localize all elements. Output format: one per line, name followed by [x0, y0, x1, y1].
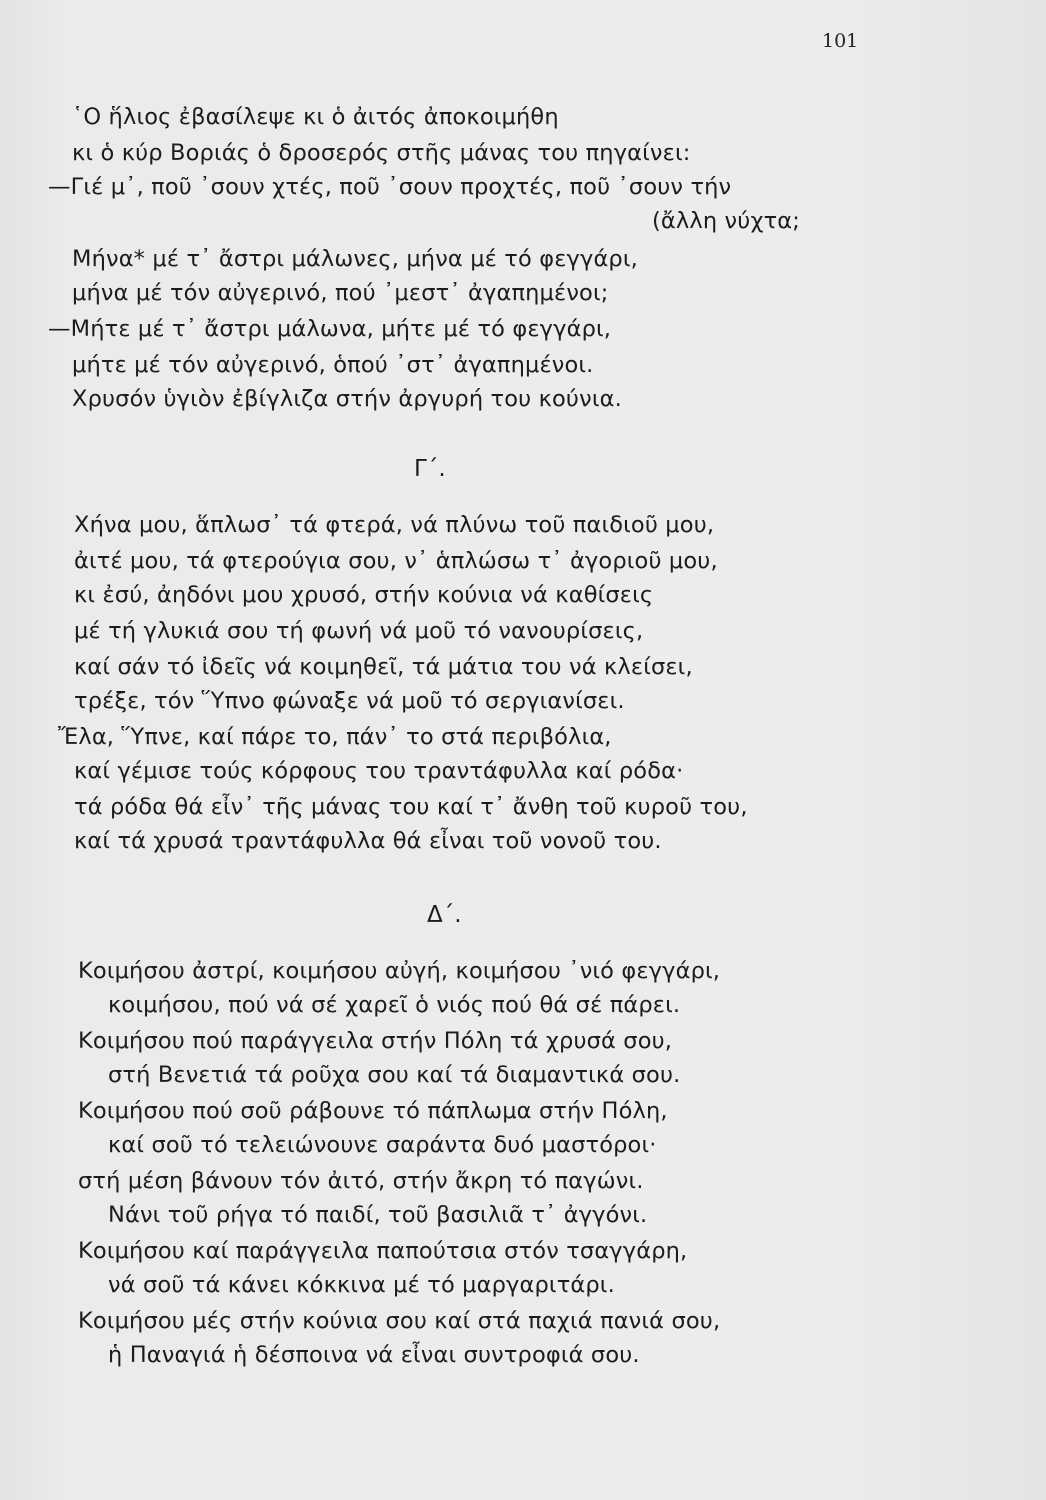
poem-line: ἡ Παναγιά ἡ δέσποινα νά εἶναι συντροφιά σου.	[108, 1342, 640, 1368]
poem-line: Κοιμήσου ἀστρί, κοιμήσου αὐγή, κοιμήσου ᾿νιό φεγγάρι,	[78, 958, 721, 984]
poem-line: ἀιτέ μου, τά φτερούγια σου, ν᾿ ἁπλώσω τ᾿ ἀγοριοῦ μου,	[74, 548, 718, 574]
poem-line: Κοιμήσου πού παράγγειλα στήν Πόλη τά χρυσά σου,	[78, 1028, 673, 1054]
poem-line: Ἔλα, Ὕπνε, καί πάρε το, πάν᾿ το στά περιβόλια,	[58, 724, 612, 750]
poem-line: κι ὁ κύρ Βοριάς ὁ δροσερός στῆς μάνας του πηγαίνει:	[72, 140, 691, 166]
poem-line: καί γέμισε τούς κόρφους του τραντάφυλλα καί ρόδα·	[74, 758, 684, 784]
section-heading: Δ΄.	[427, 902, 462, 928]
poem-line: —Γιέ μ᾿, ποῦ ᾿σουν χτές, ποῦ ᾿σουν προχτές, ποῦ ᾿σουν τήν	[48, 174, 732, 200]
poem-line: μήτε μέ τόν αὐγερινό, ὁπού ᾿στ᾿ ἀγαπημένοι.	[72, 352, 594, 378]
poem-line: Μήνα* μέ τ᾿ ἄστρι μάλωνες, μήνα μέ τό φεγγάρι,	[72, 246, 638, 272]
poem-line: καί τά χρυσά τραντάφυλλα θά εἶναι τοῦ νονοῦ του.	[74, 828, 662, 854]
poem-line: Χρυσόν ὑγιὸν ἐβίγλιζα στήν ἀργυρή του κούνια.	[72, 386, 622, 412]
poem-line: Κοιμήσου πού σοῦ ράβουνε τό πάπλωμα στήν Πόλη,	[78, 1098, 668, 1124]
poem-line: τρέξε, τόν Ὕπνο φώναξε νά μοῦ τό σεργιανίσει.	[74, 688, 625, 714]
poem-line: —Μήτε μέ τ᾿ ἄστρι μάλωνα, μήτε μέ τό φεγγάρι,	[48, 316, 612, 342]
poem-line: Κοιμήσου μές στήν κούνια σου καί στά παχιά πανιά σου,	[78, 1308, 721, 1334]
section-heading: Γ΄.	[414, 456, 446, 482]
poem-line: Χήνα μου, ἅπλωσ᾿ τά φτερά, νά πλύνω τοῦ παιδιοῦ μου,	[74, 512, 715, 538]
poem-line: στή μέση βάνουν τόν ἀιτό, στήν ἄκρη τό παγώνι.	[78, 1168, 644, 1194]
poem-line: νά σοῦ τά κάνει κόκκινα μέ τό μαργαριτάρι.	[108, 1272, 615, 1298]
poem-line: καί σοῦ τό τελειώνουνε σαράντα δυό μαστόροι·	[108, 1132, 657, 1158]
poem-line: ῾Ο ἥλιος ἐβασίλεψε κι ὁ ἀιτός ἀποκοιμήθη	[72, 104, 559, 130]
poem-line: Νάνι τοῦ ρήγα τό παιδί, τοῦ βασιλιᾶ τ᾿ ἀγγόνι.	[108, 1202, 648, 1228]
poem-line: (ἄλλη νύχτα;	[652, 208, 800, 234]
poem-line: τά ρόδα θά εἶν᾿ τῆς μάνας του καί τ᾿ ἄνθη τοῦ κυροῦ του,	[74, 794, 748, 820]
poem-line: μήνα μέ τόν αὐγερινό, πού ᾿μεστ᾿ ἀγαπημένοι;	[72, 280, 609, 306]
poem-line: μέ τή γλυκιά σου τή φωνή νά μοῦ τό νανουρίσεις,	[74, 618, 644, 644]
page-number: 101	[822, 30, 859, 52]
poem-line: Κοιμήσου καί παράγγειλα παπούτσια στόν τσαγγάρη,	[78, 1238, 688, 1264]
poem-line: καί σάν τό ἰδεῖς νά κοιμηθεῖ, τά μάτια του νά κλείσει,	[74, 654, 693, 680]
poem-line: στή Βενετιά τά ροῦχα σου καί τά διαμαντικά σου.	[108, 1062, 681, 1088]
poem-line: κι ἐσύ, ἀηδόνι μου χρυσό, στήν κούνια νά καθίσεις	[74, 582, 654, 608]
poem-line: κοιμήσου, πού νά σέ χαρεῖ ὁ νιός πού θά σέ πάρει.	[108, 992, 681, 1018]
